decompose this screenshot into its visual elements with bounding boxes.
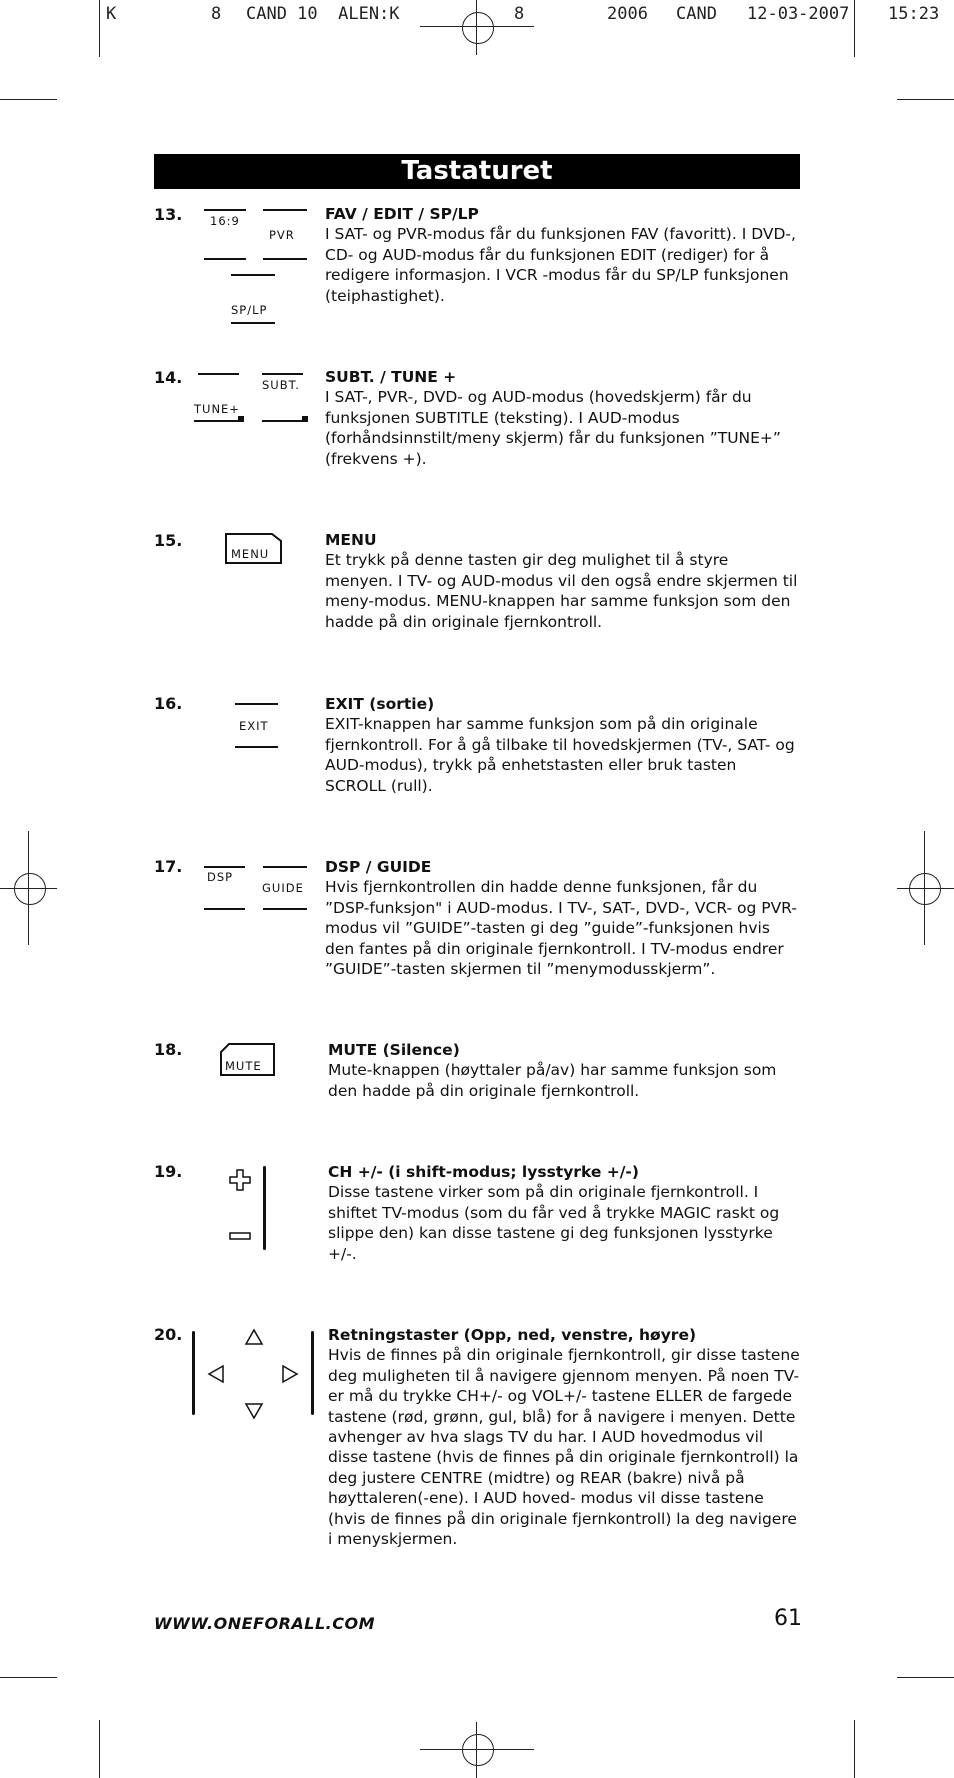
entry-16-heading: EXIT (sortie) bbox=[325, 695, 435, 713]
entry-17 bbox=[325, 857, 800, 979]
plus-icon bbox=[228, 1168, 252, 1192]
entry-16 bbox=[325, 694, 800, 796]
entry-20-body: Hvis de finnes på din originale fjernkontroll, gir disse tastene deg muligheten til å navigere gjennom menyen. På noen TV-er må du trykke CH+/- og VOL+/- tastene ELLER de fargede tastene (rød, grønn, gul, blå) for å navigere i menyen. Dette avhenger av hva slags TV du har. I AUD hovedmodus vil disse tastene (hvis de finnes på din originale fjernkontroll) la deg justere CENTRE (midtre) og REAR (bakre) nivå på høyttaleren(-ene). I AUD hoved- modus vil disse tastene (hvis de finnes på din originale fjernkontroll) la deg navigere i menyskjermen. bbox=[328, 1346, 800, 1549]
entry-16-body: EXIT-knappen har samme funksjon som på din originale fjernkontroll. For å gå tilbake til hovedskjermen (TV-, SAT- og AUD-modus), trykk på enhetstasten eller bruk tasten SCROLL (rull). bbox=[325, 715, 795, 795]
entry-15-heading: MENU bbox=[325, 531, 377, 549]
entry-19-heading: CH +/- (i shift-modus; lysstyrke +/-) bbox=[328, 1163, 639, 1181]
entry-17-heading: DSP / GUIDE bbox=[325, 858, 432, 876]
arrow-right-icon bbox=[281, 1364, 299, 1384]
entry-13-body: I SAT- og PVR-modus får du funksjonen FAV (favoritt). I DVD-, CD- og AUD-modus får du funksjonen EDIT (rediger) for å redigere informasjon. I VCR -modus får du SP/LP funksjonen (teiphastighet). bbox=[325, 225, 796, 305]
page-number: 61 bbox=[774, 1606, 802, 1631]
entry-13-number: 13. bbox=[154, 205, 183, 224]
label-dsp: DSP bbox=[207, 870, 234, 884]
entry-15-body: Et trykk på denne tasten gir deg mulighet til å styre menyen. I TV- og AUD-modus vil den også endre skjermen til meny-modus. MENU-knappen har samme funksjon som den hadde på din originale fjernkontroll. bbox=[325, 551, 798, 631]
label-pvr: PVR bbox=[269, 228, 295, 242]
arrow-down-icon bbox=[244, 1402, 264, 1420]
entry-16-number: 16. bbox=[154, 694, 183, 713]
slug-year: 2006 bbox=[607, 4, 648, 24]
entry-18-body: Mute-knappen (høyttaler på/av) har samme funksjon som den hadde på din originale fjernkontroll. bbox=[328, 1061, 777, 1100]
entry-14-body: I SAT-, PVR-, DVD- og AUD-modus (hovedskjerm) får du funksjonen SUBTITLE (teksting). I AUD-modus (forhåndsinnstilt/meny skjerm) får du funksjonen ”TUNE+” (frekvens +). bbox=[325, 388, 781, 468]
label-exit: EXIT bbox=[239, 719, 269, 733]
entry-15 bbox=[325, 530, 800, 632]
footer-url[interactable]: WWW.ONEFORALL.COM bbox=[154, 1614, 376, 1633]
entry-14-heading: SUBT. / TUNE + bbox=[325, 368, 457, 386]
entry-14-number: 14. bbox=[154, 368, 183, 387]
slug-cand-alen: CAND 10 ALEN:K bbox=[246, 4, 400, 24]
entry-18-number: 18. bbox=[154, 1040, 183, 1059]
label-subt: SUBT. bbox=[262, 378, 300, 392]
entry-15-number: 15. bbox=[154, 531, 183, 550]
slug-time: 15:23 bbox=[888, 4, 940, 24]
entry-18-heading: MUTE (Silence) bbox=[328, 1041, 460, 1059]
label-menu: MENU bbox=[231, 547, 270, 561]
entry-19-body: Disse tastene virker som på din originale fjernkontroll. I shiftet TV-modus (som du får ved å trykke MAGIC raskt og slippe den) kan disse tastene gi deg funksjonen lysstyrke +/-. bbox=[328, 1183, 780, 1263]
entry-19 bbox=[328, 1162, 803, 1264]
label-guide: GUIDE bbox=[262, 881, 304, 895]
label-16-9: 16:9 bbox=[210, 214, 240, 228]
entry-17-body: Hvis fjernkontrollen din hadde denne funksjonen, får du ”DSP-funksjon" i AUD-modus. I TV-, SAT-, DVD-, VCR- og PVR-modus vil ”GUIDE”-tasten gi deg ”guide”-funksjonen hvis den fantes på din originale fjernkontroll. I TV-modus endrer ”GUIDE”-tasten skjermen til ”menymodusskjerm”. bbox=[325, 878, 797, 979]
entry-20-number: 20. bbox=[154, 1325, 183, 1344]
arrow-up-icon bbox=[244, 1328, 264, 1346]
menu-button-icon bbox=[225, 533, 285, 569]
slug-date: 12-03-2007 bbox=[747, 4, 850, 24]
label-tune-plus: TUNE+ bbox=[194, 402, 240, 416]
entry-14 bbox=[325, 367, 800, 469]
label-mute: MUTE bbox=[225, 1059, 262, 1073]
slug-page-b: 8 bbox=[514, 4, 525, 24]
minus-icon bbox=[228, 1230, 252, 1242]
page-title: Tastaturet bbox=[154, 154, 800, 189]
entry-17-number: 17. bbox=[154, 857, 183, 876]
entry-13 bbox=[325, 204, 800, 306]
ch-bar bbox=[263, 1166, 266, 1250]
entry-20-heading: Retningstaster (Opp, ned, venstre, høyre) bbox=[328, 1326, 697, 1344]
entry-20 bbox=[328, 1325, 803, 1549]
slug-cand: CAND bbox=[676, 4, 717, 24]
slug-page-a: 8 bbox=[211, 4, 222, 24]
mute-button-icon bbox=[220, 1043, 276, 1081]
entry-19-number: 19. bbox=[154, 1162, 183, 1181]
slug-k: K bbox=[106, 4, 117, 24]
label-sp-lp: SP/LP bbox=[231, 303, 268, 317]
entry-18 bbox=[328, 1040, 803, 1101]
entry-13-heading: FAV / EDIT / SP/LP bbox=[325, 205, 479, 223]
arrow-left-icon bbox=[207, 1364, 225, 1384]
